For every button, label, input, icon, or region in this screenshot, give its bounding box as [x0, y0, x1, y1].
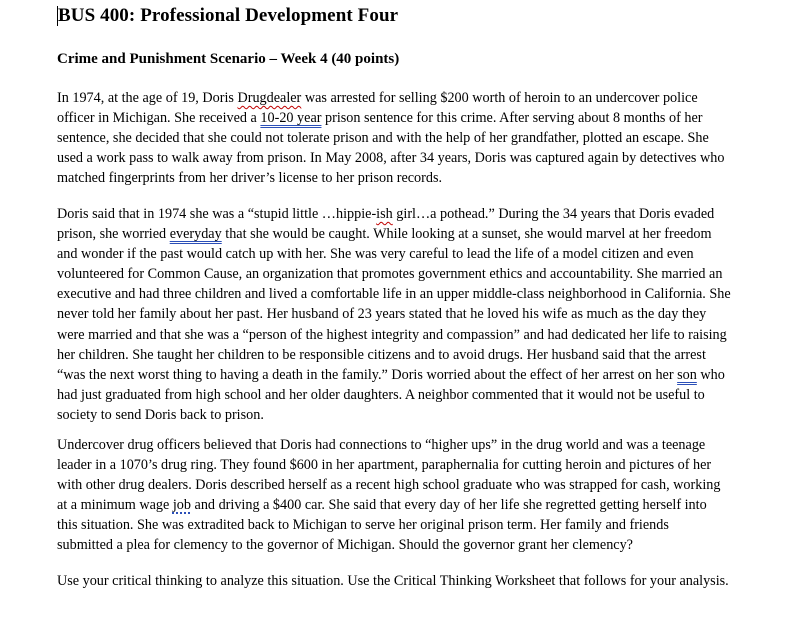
paragraph-line: Doris said that in 1974 she was a “stupid little …hippie-ish girl…a pothead.” During the 34 years that Doris evaded [57, 206, 715, 222]
grammar-flag-word[interactable]: 10-20 year [260, 110, 322, 127]
paragraph-line: used a work pass to walk away from prison. In May 2008, after 34 years, Doris was captured again by detectives who [57, 150, 725, 167]
paragraph-line: leader in a 1070’s drug ring. They found $600 in her apartment, paraphernalia for cutting heroin and pictures of her [57, 457, 712, 474]
grammar-flag-word[interactable]: everyday [169, 226, 222, 243]
paragraph-line: her children. She taught her children to be responsible citizens and to avoid drugs. Her husband said that the arrest [57, 346, 706, 363]
paragraph-line: at a minimum wage job and driving a $400 car. She said that every day of her life she regretted getting herself into [57, 497, 707, 514]
spelling-error-word[interactable]: ish [376, 206, 393, 222]
grammar-flag-word[interactable]: job [172, 497, 191, 514]
paragraph-line: matched fingerprints from her driver’s license to her prison records. [57, 170, 443, 187]
paragraph-line: and wonder if the past would catch up with her. She was very careful to lead the life of a model citizen and even [57, 246, 694, 263]
paragraph-4 [57, 571, 729, 591]
paragraph-line: prison, she worried everyday that she would be caught. While looking at a sunset, she would marvel at her freedom [57, 226, 712, 243]
paragraph-2 [57, 204, 731, 425]
paragraph-line: never told her family about her past. Her husband of 23 years stated that he loved his wife as much as the day they [57, 306, 707, 323]
paragraph-line: officer in Michigan. She received a 10-20 year prison sentence for this crime. After serving about 8 months of her [57, 110, 703, 127]
document-subtitle: Crime and Punishment Scenario – Week 4 (40 points) [57, 51, 400, 67]
paragraph-line: had just graduated from high school and her older daughters. A neighbor commented that it would not be useful to [57, 386, 705, 403]
paragraph-line: executive and had three children and lived a comfortable life in an upper middle-class neighborhood in California. She [57, 286, 731, 303]
paragraph-line: In 1974, at the age of 19, Doris Drugdealer was arrested for selling $200 worth of heroin to an undercover police [57, 90, 698, 106]
document-title: BUS 400: Professional Development Four [58, 5, 399, 26]
paragraph-line: with other drug dealers. Doris described herself as a recent high school graduate who was strapped for cash, working [57, 477, 721, 494]
grammar-flag-word[interactable]: son [677, 366, 697, 383]
paragraph-line: were married and that she was a “person of the highest integrity and compassion” and had dedicated her life to raising [57, 326, 727, 343]
spelling-error-word[interactable]: Drugdealer [237, 90, 302, 106]
paragraph-line: Undercover drug officers believed that Doris had connections to “higher ups” in the drug world and was a teenage [57, 437, 706, 453]
paragraph-line: this situation. She was extradited back to Michigan to serve her original prison term. Her family and friends [57, 517, 669, 534]
paragraph-1 [57, 88, 724, 188]
paragraph-line: submitted a plea for clemency to the governor of Michigan. Should the governor grant her clemency? [57, 537, 633, 554]
paragraph-3 [57, 435, 720, 556]
paragraph-line: society to send Doris back to prison. [57, 406, 264, 423]
paragraph-line: volunteered for Common Cause, an organization that promotes government ethics and accountability. She married an [57, 266, 723, 283]
paragraph-line: “was the next worst thing to having a death in the family.” Doris worried about the effect of her arrest on her son who [57, 366, 725, 383]
paragraph-line: sentence, she decided that she could not tolerate prison and with the help of her grandfather, plotted an escape. She [57, 130, 709, 147]
paragraph-line: Use your critical thinking to analyze this situation. Use the Critical Thinking Worksheet that follows for your analysis. [57, 573, 729, 589]
